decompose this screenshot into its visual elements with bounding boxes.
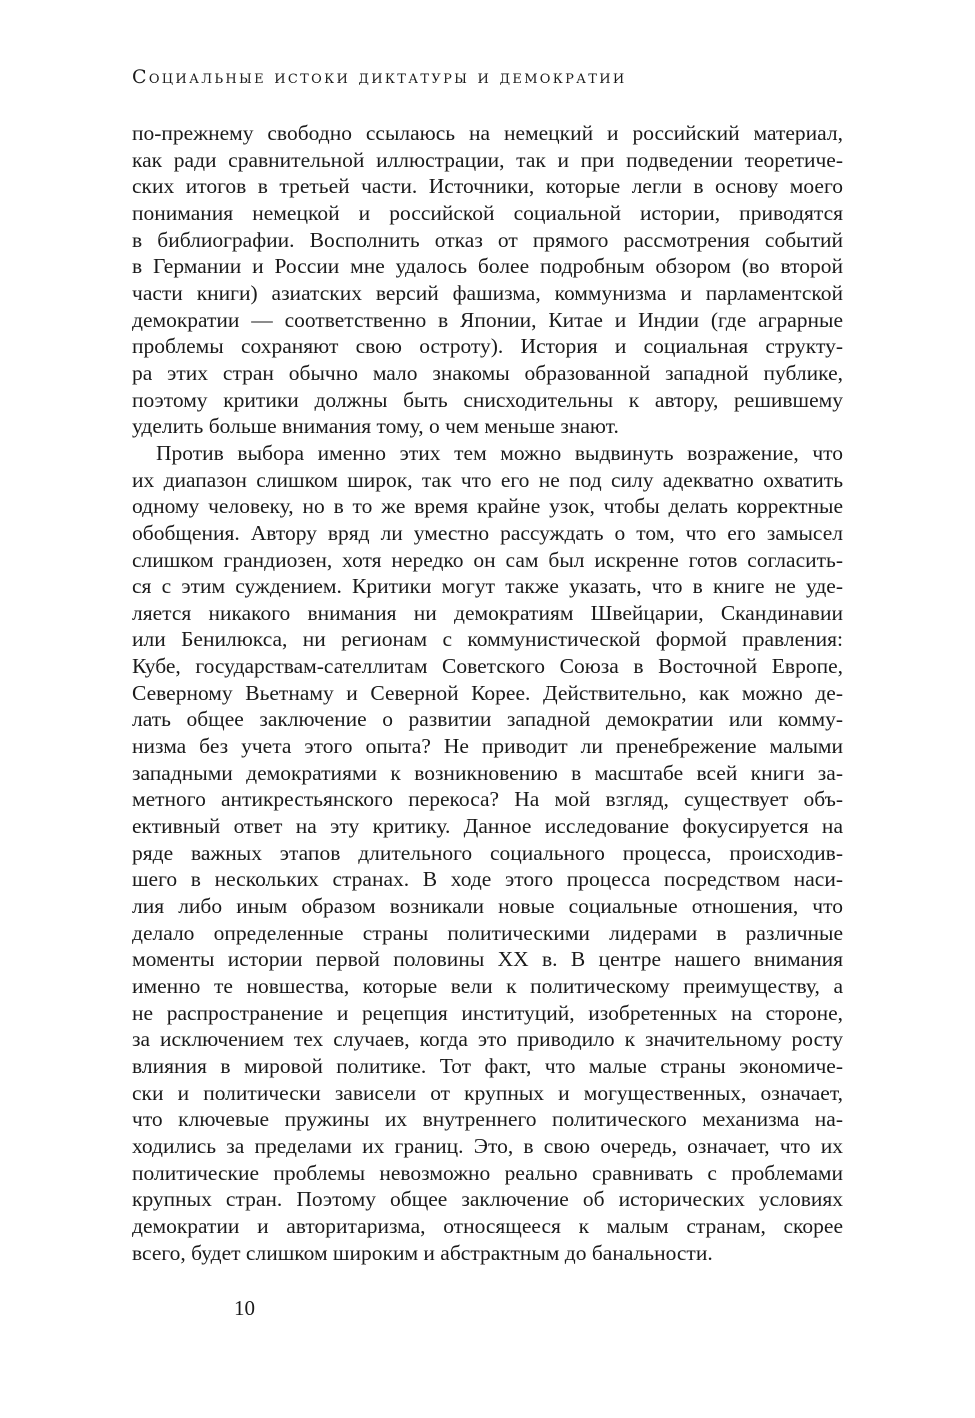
text-line: что ключевые пружины их внутреннего политического механизма на-	[132, 1107, 843, 1132]
text-line: проблемы сохраняют свою остроту). История и социальная структу-	[132, 334, 843, 359]
text-line: ски и политически зависели от крупных и могущественных, означает,	[132, 1080, 843, 1105]
text-line: лать общее заключение о развитии западной демократии или комму-	[132, 707, 843, 732]
text-line: политические проблемы невозможно реально сравнивать с проблемами	[132, 1160, 843, 1185]
text-line: понимания немецкой и российской социальной истории, приводятся	[132, 200, 843, 225]
text-line: за исключением тех случаев, когда это приводило к значительному росту	[132, 1027, 843, 1052]
text-line: Северному Вьетнаму и Северной Корее. Действительно, как можно де-	[132, 680, 843, 705]
text-line: Кубе, государствам-сателлитам Советского Союза в Восточной Европе,	[132, 654, 843, 679]
text-line: не распространение и рецепция институций, изобретенных на стороне,	[132, 1000, 843, 1025]
text-line: как ради сравнительной иллюстрации, так и при подведении теоретиче-	[132, 147, 843, 172]
text-line: демократии — соответственно в Японии, Китае и Индии (где аграрные	[132, 307, 843, 332]
page-number: 10	[234, 1296, 255, 1320]
text-line: или Бенилюкса, ни регионам с коммунистической формой правления:	[132, 627, 843, 652]
text-line: низма без учета этого опыта? Не приводит ли пренебрежение малыми	[132, 734, 843, 759]
text-line: влияния в мировой политике. Тот факт, что малые страны экономиче-	[132, 1053, 843, 1078]
text-line: слишком грандиозен, хотя нередко он сам был искренне готов согласить-	[132, 547, 843, 572]
text-line: лия либо иным образом возникали новые социальные отношения, что	[132, 894, 843, 919]
paragraph-1	[132, 120, 843, 440]
text-line: одному человеку, но в то же время крайне узок, чтобы делать корректные	[132, 494, 843, 519]
text-line: их диапазон слишком широк, так что его не под силу адекватно охватить	[132, 467, 843, 492]
text-line: Против выбора именно этих тем можно выдвинуть возражение, что	[156, 440, 843, 465]
text-line: ляется никакого внимания ни демократиям Швейцарии, Скандинавии	[132, 600, 843, 625]
text-line: западными демократиями к возникновению в масштабе всей книги за-	[132, 760, 843, 785]
text-line: делало определенные страны политическими лидерами в различные	[132, 920, 843, 945]
text-line: ходились за пределами их границ. Это, в свою очередь, означает, что их	[132, 1133, 843, 1158]
text-line: по-прежнему свободно ссылаюсь на немецкий и российский материал,	[132, 121, 843, 145]
text-line: всего, будет слишком широким и абстрактным до банальности.	[132, 1240, 713, 1265]
text-line: в библиографии. Восполнить отказ от прямого рассмотрения событий	[132, 227, 843, 252]
text-line: ряде важных этапов длительного социального процесса, происходив-	[132, 840, 843, 865]
text-line: поэтому критики должны быть снисходительны к автору, решившему	[132, 387, 843, 412]
text-line: шего в нескольких странах. В ходе этого процесса посредством наси-	[132, 867, 843, 892]
text-line: демократии и авторитаризма, относящееся к малым странам, скорее	[132, 1213, 843, 1238]
text-line: крупных стран. Поэтому общее заключение об исторических условиях	[132, 1187, 843, 1212]
text-line: в Германии и России мне удалось более подробным обзором (во второй	[132, 254, 843, 279]
text-line: части книги) азиатских версий фашизма, коммунизма и парламентской	[132, 280, 843, 305]
text-line: метного антикрестьянского перекоса? На мой взгляд, существует объ-	[132, 787, 843, 812]
text-line: именно те новшества, которые вели к политическому преимуществу, а	[132, 974, 843, 998]
paragraph-2	[132, 440, 843, 1266]
running-head: Социальные истоки диктатуры и демократии	[132, 66, 627, 88]
text-line: ских итогов в третьей части. Источники, которые легли в основу моего	[132, 174, 843, 199]
text-line: обобщения. Автору вряд ли уместно рассуждать о том, что его замысел	[132, 520, 843, 545]
body-text	[132, 120, 843, 1266]
text-line: уделить больше внимания тому, о чем меньше знают.	[132, 414, 619, 439]
text-line: ра этих стран обычно мало знакомы образованной западной публике,	[132, 360, 843, 385]
text-line: моменты истории первой половины XX в. В центре нашего внимания	[132, 947, 843, 972]
text-line: ся с этим суждением. Критики могут также указать, что в книге не уде-	[132, 574, 843, 599]
text-line: ективный ответ на эту критику. Данное исследование фокусируется на	[132, 814, 843, 839]
